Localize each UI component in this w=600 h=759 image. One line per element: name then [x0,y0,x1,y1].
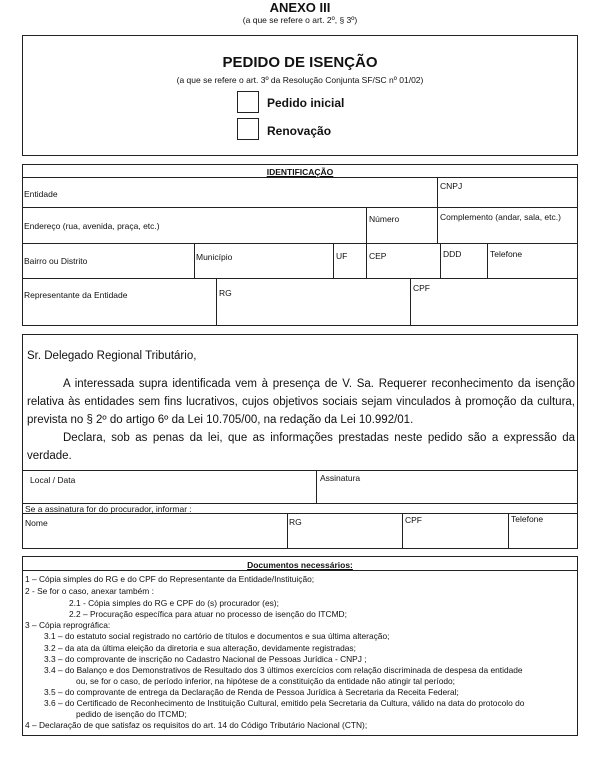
document-item: ou, se for o caso, de período inferior, na hipótese de a constituição da entidade não atingir tal período; [76,676,455,686]
bairro-field[interactable]: Bairro ou Distrito [24,256,88,266]
document-item: 3 – Cópia reprográfica: [25,620,111,630]
cep-field[interactable]: CEP [369,251,387,261]
endereco-field[interactable]: Endereço (rua, avenida, praça, etc.) [24,221,160,231]
request-paragraph: A interessada supra identificada vem à presença de V. Sa. Requerer reconhecimento da isenção relativa às entidades sem fins lucrativos, cujos objetivos sociais sejam vinculados à promoção da cultura, prevista no § 2º do artigo 6º da Lei 10.705/00, na redação da Lei 10.992/01. [27,378,575,426]
request-title: PEDIDO DE ISENÇÃO [222,54,378,71]
documents-heading: Documentos necessários: [247,560,353,570]
initial-request-label: Pedido inicial [267,96,345,110]
document-item: 3.6 – do Certificado de Reconhecimento de Instituição Cultural, emitido pela Secretaria da Cultura, válido na data do protocolo do [44,698,525,708]
uf-field[interactable]: UF [336,251,348,261]
identification-table [22,164,578,326]
initial-request-checkbox[interactable] [237,91,259,113]
municipio-field[interactable]: Município [196,252,233,262]
annex-reference: (a que se refere o art. 2º, § 3º) [242,15,358,25]
document-item: pedido de isenção do ITCMD; [76,709,187,719]
procurador-telefone-field[interactable]: Telefone [511,514,544,524]
request-reference: (a que se refere o art. 3º da Resolução Conjunta SF/SC nº 01/02) [176,75,424,85]
renewal-checkbox[interactable] [237,118,259,140]
document-item: 1 – Cópia simples do RG e do CPF do Representante da Entidade/Instituição; [25,574,315,584]
document-item: 3.1 – do estatuto social registrado no cartório de títulos e documentos e sua última alteração; [44,631,390,641]
procurador-rg-field[interactable]: RG [289,517,302,527]
telefone-field[interactable]: Telefone [490,249,523,259]
cnpj-field[interactable]: CNPJ [440,181,463,191]
document-item: 3.4 – do Balanço e dos Demonstrativos de Resultado dos 3 últimos exercícios com relação discriminada de despesa da entidade [44,665,523,675]
assinatura-field[interactable]: Assinatura [320,473,361,483]
procurador-cpf-field[interactable]: CPF [405,515,422,525]
identification-heading: IDENTIFICAÇÃO [266,167,334,177]
document-item: 4 – Declaração de que satisfaz os requisitos do art. 14 do Código Tributário Nacional (CTN); [25,720,368,730]
renewal-label: Renovação [267,124,332,138]
annex-title: ANEXO III [269,0,331,15]
document-item: 2.1 - Cópia simples do RG e CPF do (s) procurador (es); [69,598,279,608]
representante-field[interactable]: Representante da Entidade [24,290,128,300]
document-item: 3.3 – do comprovante de inscrição no Cadastro Nacional de Pessoas Jurídica - CNPJ ; [44,654,367,664]
declaration-paragraph: Declara, sob as penas da lei, que as informações prestadas neste pedido são a expressão da verdade. [27,432,575,462]
numero-field[interactable]: Número [369,214,400,224]
salutation: Sr. Delegado Regional Tributário, [27,350,197,362]
rg-field[interactable]: RG [219,288,232,298]
complemento-field[interactable]: Complemento (andar, sala, etc.) [440,212,561,222]
local-data-field[interactable]: Local / Data [30,475,76,485]
document-item: 3.5 – do comprovante de entrega da Declaração de Renda de Pessoa Jurídica à Secretaria da Receita Federal; [44,687,459,697]
cpf-field[interactable]: CPF [413,283,430,293]
document-item: 2.2 – Procuração específica para atuar no processo de isenção do ITCMD; [69,609,347,619]
ddd-field[interactable]: DDD [443,249,462,259]
entidade-field[interactable]: Entidade [24,189,58,199]
document-item: 3.2 – da ata da última eleição da diretoria e sua alteração, devidamente registradas; [44,643,356,653]
procurador-note: Se a assinatura for do procurador, informar : [25,504,192,514]
procurador-nome-field[interactable]: Nome [25,518,48,528]
document-item: 2 - Se for o caso, anexar também : [25,586,154,596]
